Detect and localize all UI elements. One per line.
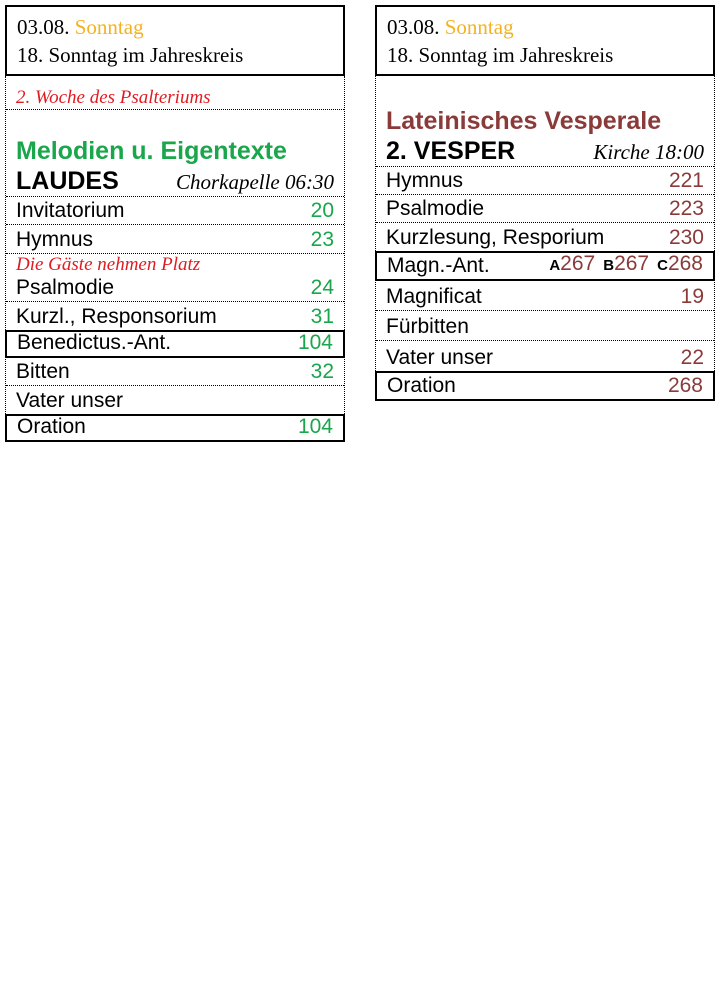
office-place-time: Chorkapelle 06:30 <box>175 170 334 194</box>
table-row <box>376 281 714 311</box>
page-number: 24 <box>310 276 334 299</box>
page-number: 223 <box>668 197 704 220</box>
page-number: 20 <box>310 199 334 222</box>
vesper-column <box>375 5 715 401</box>
date: 03.08. <box>387 15 440 39</box>
table-row-highlight <box>375 251 715 281</box>
table-row <box>6 358 344 386</box>
row-label: Bitten <box>16 360 70 383</box>
antiphon-numbers <box>541 251 703 279</box>
page-number: 104 <box>297 331 333 354</box>
page-number: 104 <box>297 415 333 438</box>
table-row <box>6 225 344 253</box>
date-line <box>17 13 333 41</box>
row-label: Invitatorium <box>16 199 125 222</box>
page-number: 230 <box>668 226 704 249</box>
guest-note: Die Gäste nehmen Platz <box>16 254 201 275</box>
row-label: Oration <box>17 415 86 438</box>
page-number: 268 <box>667 374 703 397</box>
row-label: Kurzl., Responsorium <box>16 305 217 328</box>
laudes-box <box>5 76 345 442</box>
row-label: Vater unser <box>16 389 123 412</box>
section-title: Melodien u. Eigentexte <box>16 137 287 165</box>
page-number: 221 <box>668 169 704 192</box>
table-row <box>6 276 344 302</box>
row-label: Kurzlesung, Resporium <box>386 226 605 249</box>
page-number: 22 <box>680 346 704 369</box>
page-number: 267 <box>560 252 596 275</box>
row-label: Magnificat <box>386 285 482 308</box>
office-name: LAUDES <box>16 167 119 195</box>
page-number: 31 <box>310 305 334 328</box>
table-row <box>376 223 714 251</box>
table-row <box>376 167 714 195</box>
table-row-highlight <box>5 330 345 358</box>
office-header <box>376 136 714 167</box>
sunday-name: 18. Sonntag im Jahreskreis <box>387 43 614 67</box>
vesper-box <box>375 76 715 401</box>
row-label: Hymnus <box>386 169 464 192</box>
date-header <box>375 5 715 76</box>
page-number: 32 <box>310 360 334 383</box>
table-row <box>6 197 344 225</box>
sunday-name: 18. Sonntag im Jahreskreis <box>17 43 244 67</box>
row-label: Vater unser <box>386 346 493 369</box>
page-number: 23 <box>310 228 334 251</box>
date-header <box>5 5 345 76</box>
table-row-last <box>5 414 345 442</box>
date: 03.08. <box>17 15 70 39</box>
row-label: Magn.-Ant. <box>387 254 490 277</box>
table-row <box>6 386 344 414</box>
row-label: Psalmodie <box>16 276 115 299</box>
row-label: Fürbitten <box>386 315 469 338</box>
year-letter: B <box>603 257 615 274</box>
laudes-column <box>5 5 345 442</box>
row-label: Oration <box>387 374 456 397</box>
year-letter: A <box>549 257 561 274</box>
weekday: Sonntag <box>444 15 514 39</box>
row-label: Benedictus.-Ant. <box>17 331 172 354</box>
year-letter: C <box>657 257 668 274</box>
office-header <box>6 166 344 197</box>
page-number: 267 <box>614 252 650 275</box>
psalter-week: 2. Woche des Psalteriums <box>6 76 344 110</box>
table-row <box>6 302 344 330</box>
table-row <box>376 341 714 371</box>
office-place-time: Kirche 18:00 <box>593 140 704 164</box>
office-name: 2. VESPER <box>386 137 516 165</box>
weekday: Sonntag <box>74 15 144 39</box>
page-number: 268 <box>667 252 703 275</box>
page-number: 19 <box>680 285 704 308</box>
table-row <box>376 195 714 223</box>
table-row <box>376 311 714 341</box>
row-label: Psalmodie <box>386 197 485 220</box>
date-line <box>387 13 703 41</box>
section-title: Lateinisches Vesperale <box>386 107 662 135</box>
table-row-last <box>375 371 715 401</box>
row-label: Hymnus <box>16 228 94 251</box>
